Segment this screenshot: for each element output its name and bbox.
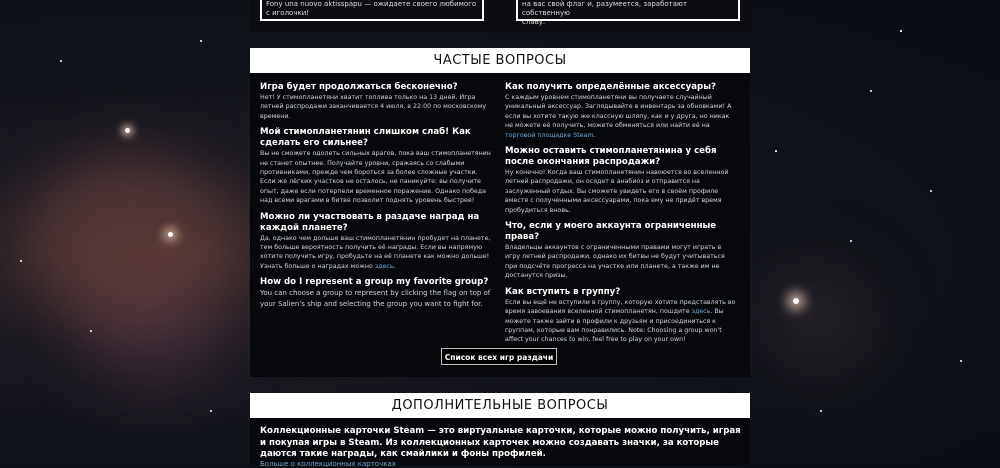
faq-answer [505, 298, 737, 345]
faq-question: Что, если у моего аккаунта ограниченные права? [505, 221, 717, 243]
faq-answer: Вы не сможете одолеть сильных врагов, пока ваш стимопланетянин не станет опытнее. Получайте уровни, сражаясь со слабыми противниками, прежде чем бороться за более сложные участки. Если же лёгких участков не осталось, не паникуйте: вы получите опыт, даже если потерпели временное поражение. Однако победа над всеми врагами в битве позволит поднять уровень быстрее! [260, 150, 491, 205]
star [960, 360, 962, 362]
top-card-left-line: с иголочки! [266, 9, 310, 17]
faq-item [505, 82, 737, 140]
steam-market-link[interactable]: торговой площадке Steam [505, 131, 594, 139]
top-card-left-line: Fony una nuovo aktisspapu — ожидаете своего любимого [266, 0, 477, 8]
rewards-link[interactable]: здесь [374, 262, 394, 270]
faq-item [260, 277, 492, 309]
star [900, 30, 902, 32]
faq-item [260, 127, 492, 205]
faq-answer-tail: . [393, 262, 396, 270]
faq-answer [505, 93, 737, 140]
faq-question: Мой стимопланетянин слишком слаб! Как сделать его сильнее? [260, 127, 471, 149]
faq-answer: Владельцы аккаунтов с ограниченными правами могут играть в игру летней распродажи, однако их битвы не будут учитываться при подсчёте прогресса на участке или планете, а также им не достанутся призы. [505, 244, 725, 280]
star [930, 190, 932, 192]
faq-item [260, 212, 492, 272]
faq-right-column [505, 82, 737, 351]
faq-question: Игра будет продолжаться бесконечно? [260, 82, 458, 92]
top-card-right-line: на вас свой флаг и, разумеется, заработают собственную [522, 0, 688, 17]
faq-answer [260, 234, 492, 272]
star [200, 40, 202, 42]
star [870, 90, 872, 92]
star [20, 260, 22, 262]
faq-left-column [260, 82, 492, 315]
trading-cards-text: Коллекционные карточки Steam — это виртуальные карточки, которые можно получить, играя и покупая игры в Steam. Из коллекционных карточек можно создавать значки, за которые даются такие награды, как смайлики и фоны профилей. [260, 426, 741, 460]
faq-item [505, 221, 737, 281]
trading-cards-link[interactable]: Больше о коллекционных карточках [260, 460, 396, 468]
faq-answer: Ну конечно! Когда ваш стимопланетянин навоюется во вселенной летней распродажи, он осядет в анабиоз и отправится на заслуженный отдых. Вы сможете увидеть его в своём профиле вместе с полученными аксессуарами, пока ему не придёт время пробудиться вновь. [505, 169, 729, 214]
all-sale-games-button[interactable]: Список всех игр раздачи [441, 348, 557, 365]
top-card-left [260, 0, 484, 21]
star [125, 128, 130, 133]
faq-question: How do I represent a group my favorite group? [260, 277, 489, 288]
star [775, 150, 777, 152]
faq-item [260, 82, 492, 121]
extra-panel [250, 418, 750, 468]
faq-panel [250, 73, 750, 377]
extra-title: ДОПОЛНИТЕЛЬНЫЕ ВОПРОСЫ [250, 393, 750, 418]
faq-answer-text: С каждым уровнем стимопланетяни вы получаете случайный уникальный аксессуар. Заглядывайте в инвентарь за обновками! А если вы хотите такую же классную шляпу, как и у друга, но никак не можете её получить, можете обменяться или найти её на [505, 94, 732, 130]
faq-answer-text: Если вы ещё не вступили в группу, которую хотите представлять во время завоевания вселенной стимопланетян, пошдите [505, 298, 736, 316]
star [90, 330, 92, 332]
star [168, 232, 173, 237]
faq-answer-tail: . Вы можете также зайти в профили к друзьям и присоединиться к группам, которые вам понравились. Note: Choosing a group won't affect your chances to win, feel free to play on your own! [505, 308, 724, 344]
faq-answer: You can choose a group to represent by clicking the flag on top of your Salien's ship and selecting the group you want to fight for. [260, 289, 491, 308]
faq-answer: Нет! У стимопланетяни хватит топлива только на 13 дней. Игра летней распродажи заканчивается 4 июля, в 22:00 по московскому времени. [260, 94, 487, 120]
faq-answer-tail: . [593, 131, 596, 139]
star [60, 60, 62, 62]
star [850, 240, 852, 242]
faq-question: Как вступить в группу? [505, 286, 621, 297]
star [820, 410, 822, 412]
top-card-right-line: славу. [522, 18, 546, 26]
star [793, 298, 799, 304]
faq-question: Можно ли участвовать в раздаче наград на каждой планете? [260, 211, 480, 233]
nebula-glow [760, 260, 880, 380]
faq-answer-text: Да, однако чем дольше ваш стимопланетянин пробудет на планете, тем больше вероятность получить её награды. Если вы напрямую хотите получить игру, пробудьте на её планете как можно дольше! Узнать больше о наградах можно [260, 234, 491, 270]
faq-question: Можно оставить стимопланетянина у себя после окончания распродажи? [505, 146, 717, 168]
faq-question: Как получить определённые аксессуары? [505, 82, 716, 92]
nebula-glow [80, 280, 230, 400]
join-group-link[interactable]: здесь [691, 308, 711, 316]
star [210, 410, 212, 412]
faq-item [505, 146, 737, 215]
faq-item [505, 287, 737, 345]
top-card-right [516, 0, 740, 26]
faq-title: ЧАСТЫЕ ВОПРОСЫ [250, 48, 750, 73]
